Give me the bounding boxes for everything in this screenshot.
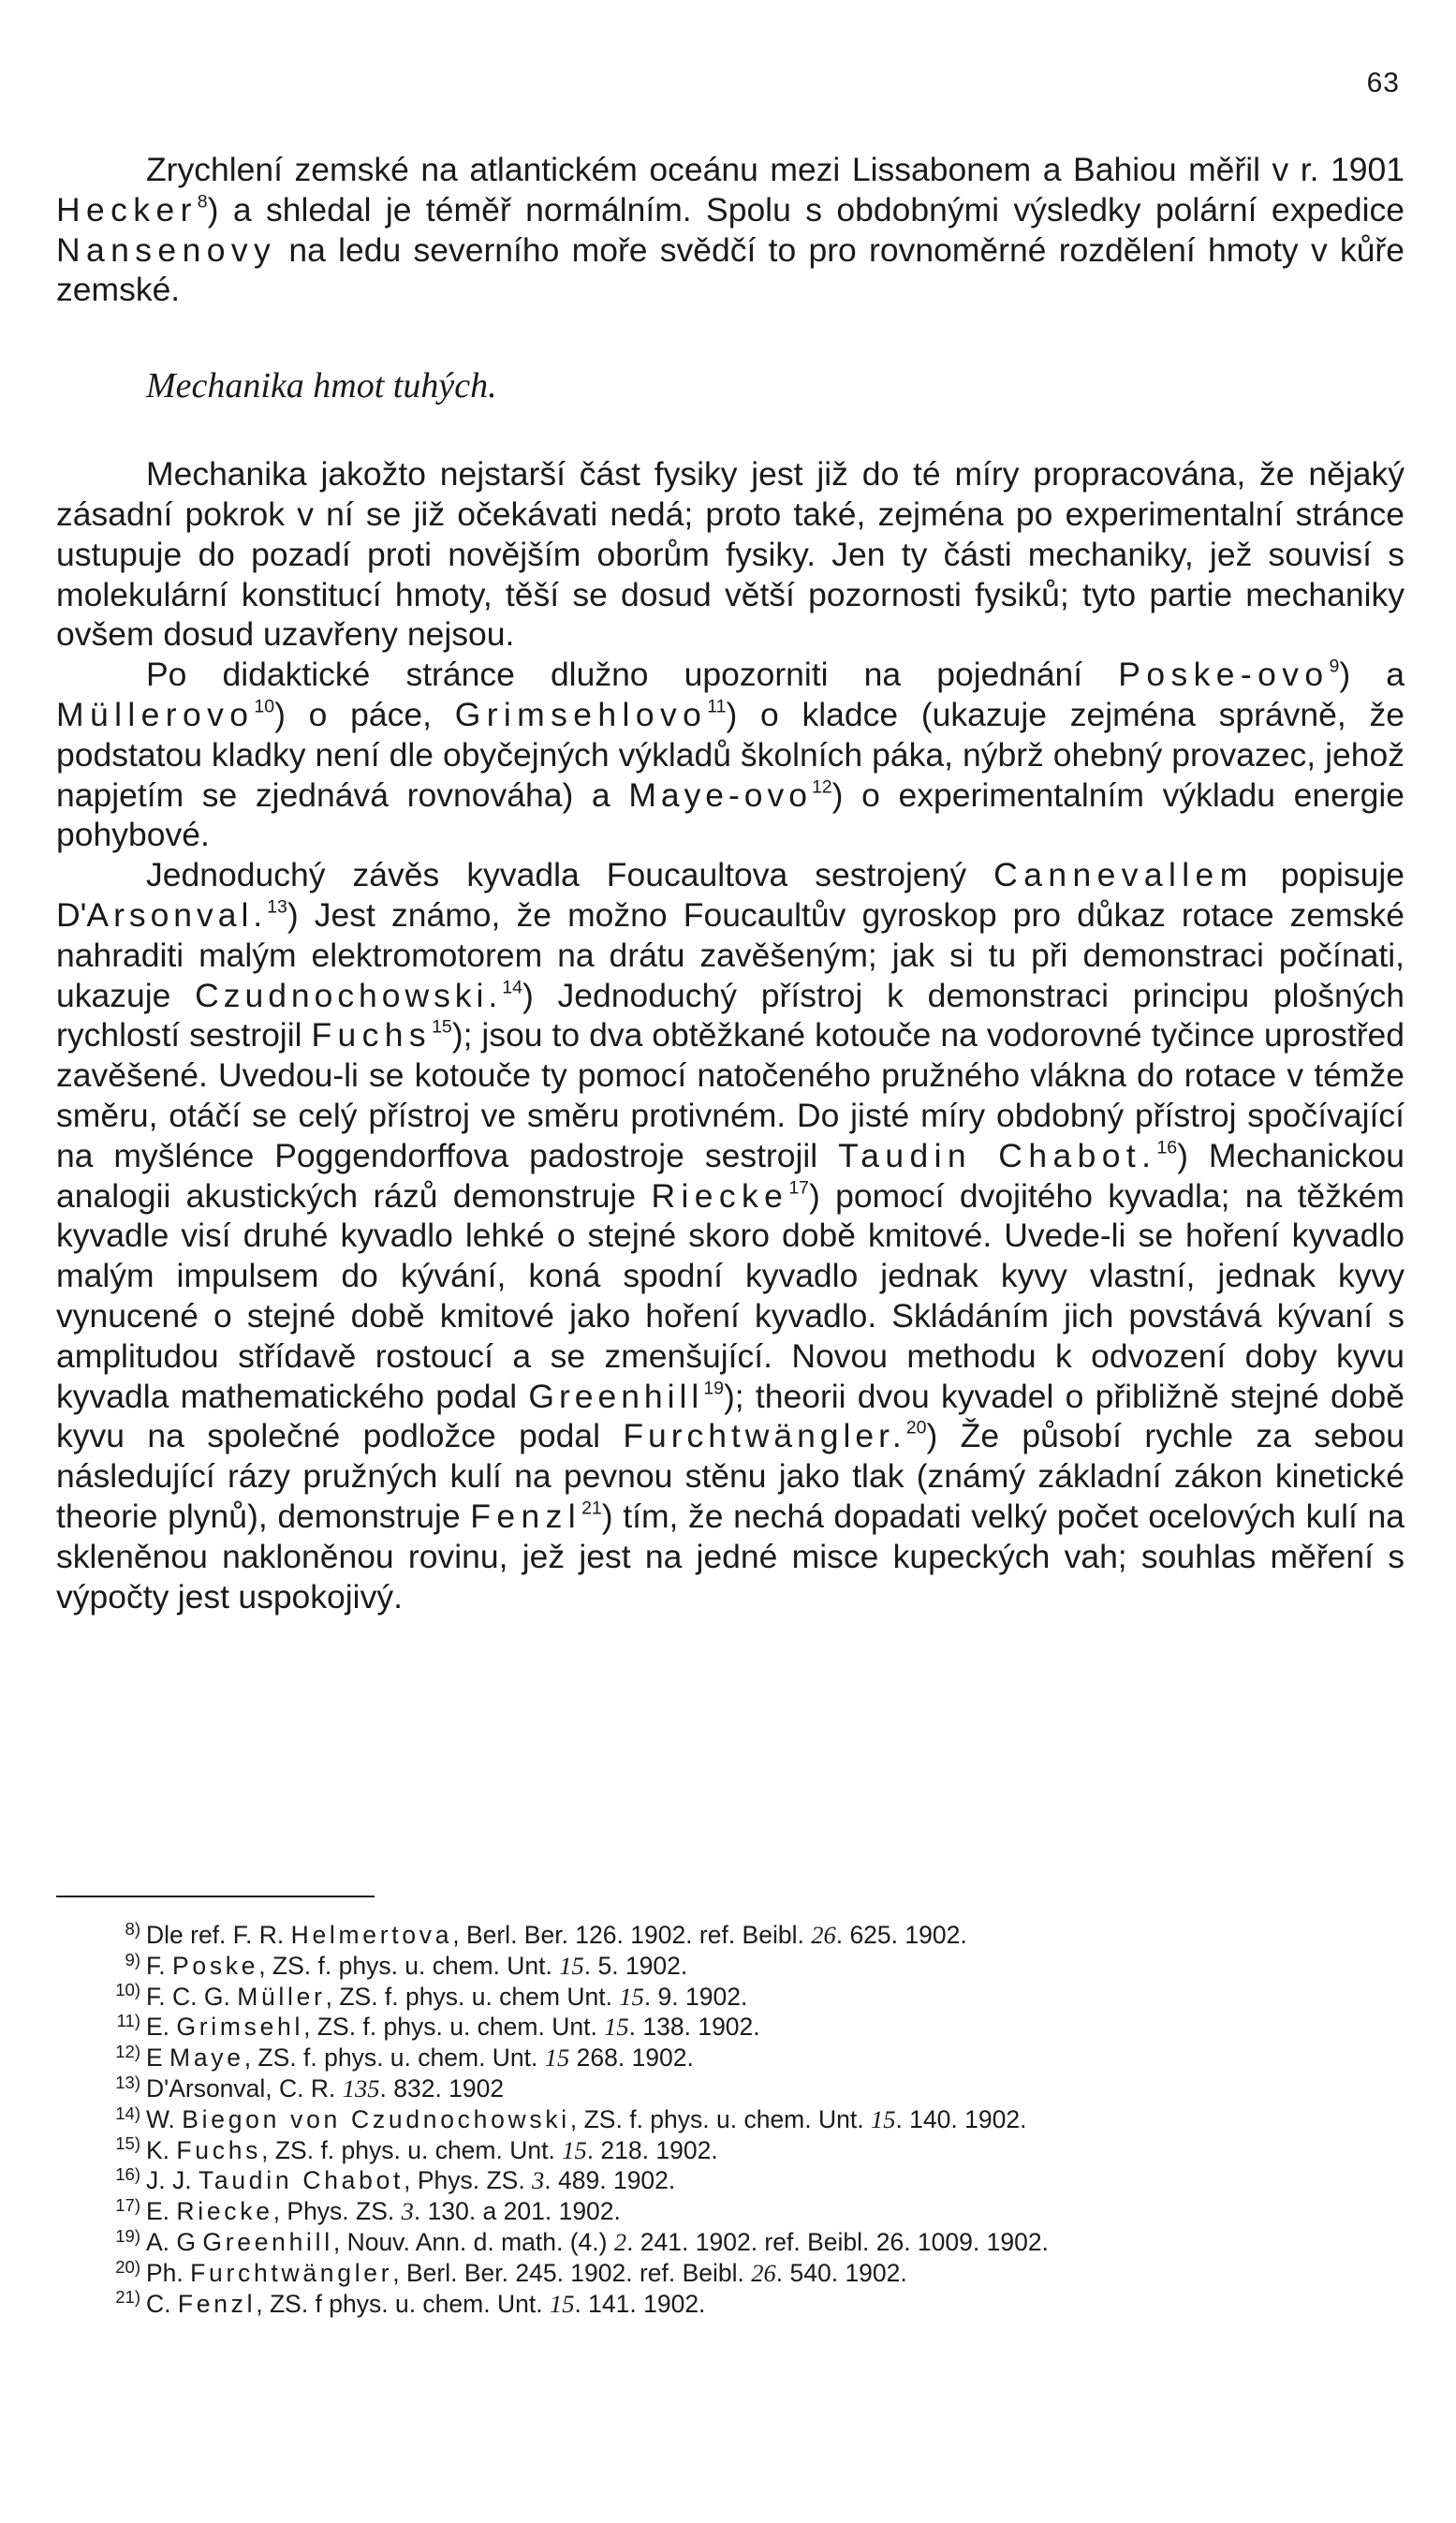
author-name: Maye-ovo: [628, 775, 812, 814]
footnote-text: , Berl. Ber. 126. 1902. ref. Beibl.: [452, 1921, 812, 1949]
author-name: Hecker: [56, 190, 198, 229]
footnote-author: Biegon von Czudnochowski: [182, 2104, 570, 2133]
footnote-text: . 141. 1902.: [574, 2289, 706, 2318]
paragraph-pendulum: [56, 855, 1405, 1616]
footnote-text: F.: [146, 1951, 172, 1980]
footnote-volume: 3: [532, 2166, 545, 2195]
text-run: Zrychlení zemské na atlantickém oceánu mezi Lissabonem a Bahiou měřil v r. 1901: [146, 151, 1405, 188]
footnote-text: , Phys. ZS.: [272, 2197, 402, 2226]
footnote-text: W.: [146, 2104, 183, 2133]
footnote-ref: 11: [707, 696, 727, 717]
text-run: Mechanika jakožto nejstarší část fysiky jest již do té míry propracována, že nějaký zásadní pokrok v ní se již očekávati nedá; proto také, zejména po experimentalní stránce ustupuje do pozadí proti novějším oborům fysiky. Jen ty části mechaniky, jež souvisí s molekulární konstitucí hmoty, těší se dosud větší pozornosti fysiků; tyto partie mechaniky ovšem dosud uzavřeny nejsou.: [56, 455, 1405, 654]
footnote-text: Ph.: [146, 2258, 191, 2287]
paragraph-didactics: [56, 655, 1405, 855]
paragraph-mechanics-intro: [56, 454, 1405, 655]
author-name: Nansenovy: [56, 230, 277, 269]
footnote-text: D'Arsonval, C. R.: [146, 2073, 343, 2102]
footnote-volume: 135: [342, 2073, 380, 2102]
footnote-author: Helmertova: [290, 1921, 453, 1949]
footnote-text: E.: [146, 2013, 177, 2042]
footnote-volume: 15: [549, 2289, 575, 2318]
footnote-text: . 130. a 201. 1902.: [413, 2197, 621, 2226]
footnote-text: K.: [146, 2135, 177, 2164]
footnote-ref: 12: [811, 775, 832, 797]
text-run: ) o experimentalním výkladu energie pohybové.: [56, 775, 1405, 854]
footnote-text: , ZS. f. phys. u. chem. Unt.: [569, 2104, 871, 2133]
author-name: Cannevallem: [993, 856, 1254, 894]
footnote-text: . 489. 1902.: [544, 2166, 676, 2195]
text-run: ) a shledal je téměř normálním. Spolu s obdobnými výsledky polární expedice: [207, 190, 1405, 229]
footnote-author: Furchtwängler: [190, 2258, 393, 2287]
footnote-ref: 10: [254, 696, 275, 717]
footnote-text: A. G: [146, 2227, 203, 2256]
footnote-volume: 15: [870, 2104, 896, 2133]
footnote-volume: 15: [559, 1951, 584, 1980]
footnote-text: . 625. 1902.: [835, 1921, 967, 1949]
footnote-author: Riecke: [176, 2197, 273, 2226]
footnote-text: , ZS. f. phys. u. chem Unt.: [325, 1982, 620, 2011]
author-name: Taudin Chabot.: [838, 1136, 1157, 1174]
footnote-item: 10) F. C. G. Müller, ZS. f. phys. u. chem Unt. 15. 9. 1902.: [115, 1980, 748, 2011]
footnote-text: , Nouv. Ann. d. math. (4.): [332, 2227, 614, 2256]
footnote-text: . 832. 1902: [379, 2073, 505, 2102]
footnote-item: 9) F. Poske, ZS. f. phys. u. chem. Unt. 15. 5. 1902.: [125, 1949, 688, 1980]
text-run: ); theorii dvou kyvadel o přibližně stejné době kyvu na společné podložce podal: [56, 1377, 1405, 1455]
footnote-author: Fenzl: [177, 2289, 257, 2318]
footnote-text: , ZS. f. phys. u. chem. Unt.: [303, 2013, 605, 2042]
footnote-ref: 8: [197, 191, 208, 213]
footnotes: [56, 1920, 1405, 2319]
footnote-text: , Berl. Ber. 245. 1902. ref. Beibl.: [392, 2258, 752, 2287]
footnote-item: 17) E. Riecke, Phys. ZS. 3. 130. a 201. 1902.: [115, 2194, 621, 2226]
footnote-volume: 15: [604, 2013, 629, 2042]
footnote-item: 20) Ph. Furchtwängler, Berl. Ber. 245. 1902. ref. Beibl. 26. 540. 1902.: [115, 2256, 907, 2287]
section-title: Mechanika hmot tuhých.: [146, 366, 497, 406]
footnote-divider: [56, 1896, 375, 1897]
footnote-author: Fuchs: [176, 2135, 262, 2164]
footnote-author: Poske: [171, 1951, 259, 1980]
footnote-volume: 15: [544, 2043, 570, 2073]
footnote-volume: 15: [562, 2135, 587, 2164]
footnote-ref: 17: [788, 1176, 810, 1198]
footnote-text: . 5. 1902.: [583, 1951, 688, 1980]
text-run: Po didaktické stránce dlužno upozorniti na pojednání: [146, 656, 1119, 694]
text-run: ) o kladce (ukazuje zejména správně, že podstatou kladky není dle obyčejných výkladů školních páka, nýbrž ohebný provazec, jehož napjetím se zjednává rovnováha) a: [56, 695, 1405, 814]
main-text: [56, 150, 1405, 1616]
text-run: ) Jest známo, že možno Foucaultův gyroskop pro důkaz rotace zemské nahraditi malým elektromotorem na drátu zavěšeným; jak si tu při demonstraci počínati, ukazuje: [56, 895, 1405, 1014]
footnote-item: 8) Dle ref. F. R. Helmertova, Berl. Ber. 126. 1902. ref. Beibl. 26. 625. 1902.: [125, 1918, 967, 1949]
footnote-ref: 13: [267, 896, 287, 918]
footnote-text: F. C. G.: [146, 1982, 238, 2011]
page-number: 63: [1366, 67, 1400, 98]
author-name: Arsonval.: [86, 895, 268, 934]
footnote-ref: 21: [581, 1498, 602, 1519]
footnote-author: Müller: [237, 1982, 326, 2011]
footnote-volume: 2: [613, 2227, 627, 2256]
footnote-ref: 15: [432, 1016, 452, 1038]
author-name: Furchtwängler.: [623, 1417, 906, 1455]
footnote-text: . 540. 1902.: [775, 2258, 907, 2287]
footnote-text: . 138. 1902.: [628, 2013, 760, 2042]
text-run: na ledu severního moře svědčí to pro rovnoměrné rozdělení hmoty v kůře zemské.: [56, 230, 1405, 309]
footnote-text: , Phys. ZS.: [404, 2166, 533, 2195]
footnote-ref: 14: [502, 976, 522, 997]
text-run: ) Že působí rychle za sebou následující rázy pružných kulí na pevnou stěnu jako tlak (známý základní zákon kinetické theorie plynů), demonstruje: [56, 1417, 1405, 1535]
author-name: Riecke: [651, 1176, 789, 1215]
footnote-text: E.: [146, 2197, 177, 2226]
text-run: ) tím, že nechá dopadati velký počet ocelových kulí na skleněnou nakloněnou rovinu, jež jest na jedné misce kupeckých vah; souhlas měření s výpočty jest uspokojivý.: [56, 1497, 1405, 1616]
author-name: Poske-ovo: [1118, 656, 1330, 694]
author-name: Greenhill: [528, 1377, 704, 1415]
text-run: ) Jednoduchý přístroj k demonstraci principu plošných rychlostí sestrojil: [56, 976, 1405, 1055]
text-run: ) o páce,: [274, 695, 455, 733]
footnote-text: . 218. 1902.: [586, 2135, 718, 2164]
footnote-text: J. J.: [146, 2166, 199, 2195]
author-name: Czudnochowski.: [195, 976, 503, 1014]
footnote-ref: 16: [1156, 1137, 1178, 1158]
footnote-text: , ZS. f. phys. u. chem. Unt.: [243, 2043, 545, 2073]
footnote-item: 14) W. Biegon von Czudnochowski, ZS. f. phys. u. chem. Unt. 15. 140. 1902.: [115, 2102, 1027, 2133]
author-name: Fuchs: [311, 1016, 433, 1055]
footnote-ref: 19: [703, 1377, 724, 1398]
author-name: Grimsehlovo: [454, 695, 708, 733]
footnote-volume: 15: [619, 1982, 644, 2011]
text-run: popisuje D': [56, 856, 1405, 934]
footnote-text: C.: [146, 2289, 178, 2318]
footnote-text: Dle ref. F. R.: [146, 1921, 291, 1949]
footnote-text: , ZS. f. phys. u. chem. Unt.: [261, 2135, 563, 2164]
footnote-author: Greenhill: [202, 2227, 333, 2256]
footnote-ref: 20: [905, 1417, 927, 1439]
footnote-text: . 241. 1902. ref. Beibl. 26. 1009. 1902.: [626, 2227, 1049, 2256]
footnote-item: 11) E. Grimsehl, ZS. f. phys. u. chem. Unt. 15. 138. 1902.: [116, 2011, 760, 2042]
footnote-text: , ZS. f phys. u. chem. Unt.: [256, 2289, 550, 2318]
footnote-item: 21) C. Fenzl, ZS. f phys. u. chem. Unt. 15. 141. 1902.: [115, 2287, 706, 2318]
footnote-ref: 9: [1329, 656, 1340, 677]
footnote-author: Maye: [169, 2043, 244, 2073]
footnote-volume: 26: [751, 2258, 776, 2287]
footnote-volume: 3: [401, 2197, 414, 2226]
footnote-item: 15) K. Fuchs, ZS. f. phys. u. chem. Unt. 15. 218. 1902.: [115, 2133, 718, 2164]
footnote-text: 268. 1902.: [569, 2043, 694, 2073]
footnote-volume: 26: [811, 1921, 836, 1949]
footnote-author: Grimsehl: [176, 2013, 304, 2042]
footnote-text: E: [146, 2043, 170, 2073]
author-name: Fenzl: [470, 1497, 582, 1535]
author-name: Müllerovo: [56, 695, 255, 733]
text-run: ) Mechanickou analogii akustických rázů demonstruje: [56, 1136, 1405, 1215]
footnote-text: . 140. 1902.: [895, 2104, 1027, 2133]
text-run: ) a: [1339, 656, 1405, 694]
footnote-author: Taudin Chabot: [198, 2166, 404, 2195]
footnote-text: , ZS. f. phys. u. chem. Unt.: [258, 1951, 560, 1980]
footnote-item: 13) D'Arsonval, C. R. 135. 832. 1902: [115, 2072, 505, 2102]
footnote-text: . 9. 1902.: [643, 1982, 748, 2011]
paragraph-gravity: [56, 150, 1405, 310]
text-run: Jednoduchý závěs kyvadla Foucaultova sestrojený: [146, 856, 994, 894]
footnote-item: 12) E Maye, ZS. f. phys. u. chem. Unt. 15 268. 1902.: [115, 2041, 694, 2073]
text-run: ); jsou to dva obtěžkané kotouče na vodorovné tyčince uprostřed zavěšené. Uvedou-li se kotouče ty pomocí natočeného pružného vlákna do rotace v témže směru, otáčí se celý přístroj ve směru protivném. Do jisté míry obdobný přístroj spočívající na myšlénce Poggendorffova padostroje sestrojil: [56, 1016, 1405, 1174]
text-run: ) pomocí dvojitého kyvadla; na těžkém kyvadle visí druhé kyvadlo lehké o stejné skoro době kmitové. Uvede-li se hoření kyvadlo malým impulsem do kývání, koná spodní kyvadlo jednak kyvy vlastní, jednak kyvy vynucené o stejné době kmitové jako hoření kyvadlo. Skládáním jich povstává kývaní s amplitudou střídavě rostoucí a se zmenšující. Novou methodu k odvození doby kyvu kyvadla mathematického podal: [56, 1176, 1405, 1415]
footnote-item: 19) A. G Greenhill, Nouv. Ann. d. math. (4.) 2. 241. 1902. ref. Beibl. 26. 1009. 1902.: [115, 2225, 1049, 2256]
footnote-item: 16) J. J. Taudin Chabot, Phys. ZS. 3. 489. 1902.: [115, 2164, 676, 2195]
